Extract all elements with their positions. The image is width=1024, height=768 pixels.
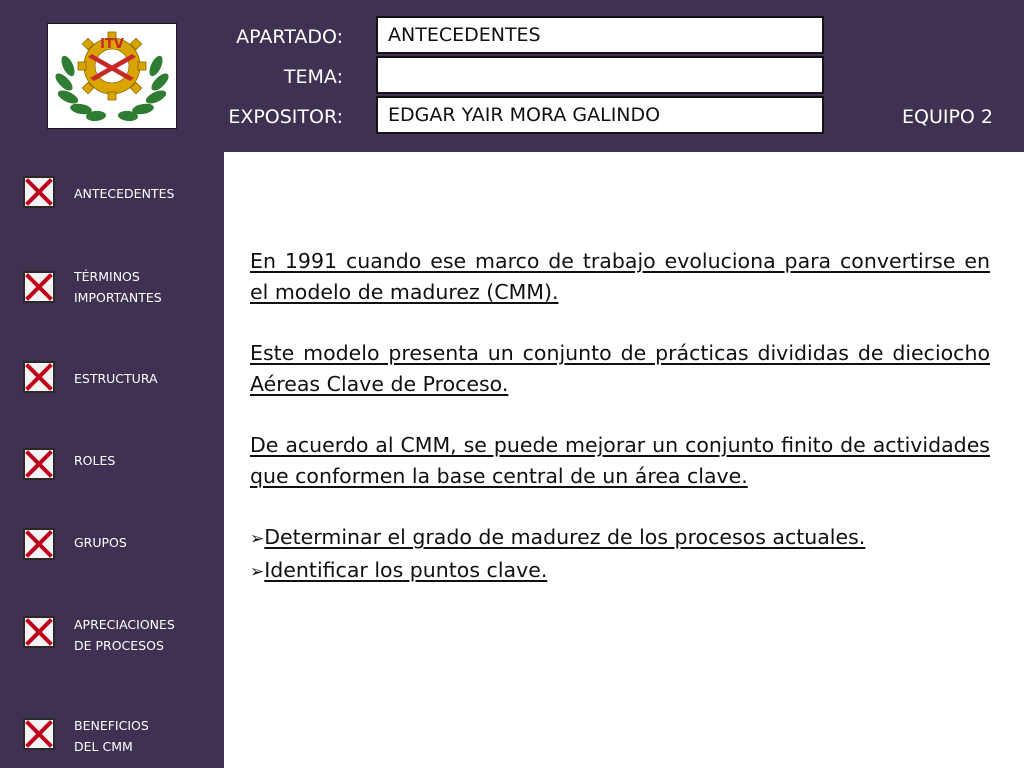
tema-label: TEMA: — [283, 66, 343, 88]
close-x-icon — [23, 616, 55, 648]
bullet-text: Determinar el grado de madurez de los procesos actuales. — [264, 525, 866, 549]
arrow-bullet-icon: ➢ — [250, 529, 265, 549]
svg-text:ITV: ITV — [100, 37, 124, 52]
expositor-label: EXPOSITOR: — [228, 106, 343, 128]
bullet-list — [250, 522, 990, 588]
sidebar-item-antecedentes[interactable] — [0, 173, 224, 213]
sidebar-item-label: ROLES — [74, 453, 116, 468]
content-paragraph: De acuerdo al CMM, se puede mejorar un conjunto finito de actividades que conformen la base central de un área clave. — [250, 433, 990, 488]
close-x-icon — [23, 271, 55, 303]
bullet-item — [250, 522, 990, 555]
sidebar-item-apreciaciones-de-procesos[interactable] — [0, 614, 224, 664]
header-bar — [0, 0, 1024, 152]
bullet-text: Identificar los puntos clave. — [264, 558, 548, 582]
close-x-icon — [23, 718, 55, 750]
apartado-field: ANTECEDENTES — [376, 16, 824, 54]
sidebar-item-grupos[interactable] — [0, 527, 224, 567]
close-x-icon — [23, 176, 55, 208]
sidebar-item-label: ESTRUCTURA — [74, 371, 158, 386]
tema-field — [376, 56, 824, 94]
arrow-bullet-icon: ➢ — [250, 562, 265, 582]
close-x-icon — [23, 361, 55, 393]
logo — [47, 23, 177, 129]
sidebar-item-label: GRUPOS — [74, 535, 127, 550]
sidebar-item-terminos-importantes[interactable] — [0, 266, 224, 316]
bullet-item — [250, 555, 990, 588]
close-x-icon — [23, 448, 55, 480]
sidebar — [0, 152, 224, 768]
equipo-label: EQUIPO 2 — [901, 106, 993, 128]
sidebar-item-label: TÉRMINOS IMPORTANTES — [74, 269, 162, 305]
apartado-label: APARTADO: — [236, 26, 343, 48]
sidebar-item-label: BENEFICIOS DEL CMM — [74, 718, 149, 754]
close-x-icon — [23, 528, 55, 560]
content-paragraph: En 1991 cuando ese marco de trabajo evoluciona para convertirse en el modelo de madurez (CMM). — [250, 249, 990, 304]
sidebar-item-roles[interactable] — [0, 447, 224, 487]
itv-gear-emblem-icon — [48, 24, 176, 128]
slide-content — [250, 246, 990, 588]
content-paragraph: Este modelo presenta un conjunto de prácticas divididas de dieciocho Aéreas Clave de Proceso. — [250, 341, 990, 396]
expositor-field: EDGAR YAIR MORA GALINDO — [376, 96, 824, 134]
sidebar-item-label: ANTECEDENTES — [74, 186, 175, 201]
sidebar-item-estructura[interactable] — [0, 358, 224, 398]
sidebar-item-label: APRECIACIONES DE PROCESOS — [74, 617, 175, 653]
sidebar-item-beneficios-del-cmm[interactable] — [0, 717, 224, 767]
